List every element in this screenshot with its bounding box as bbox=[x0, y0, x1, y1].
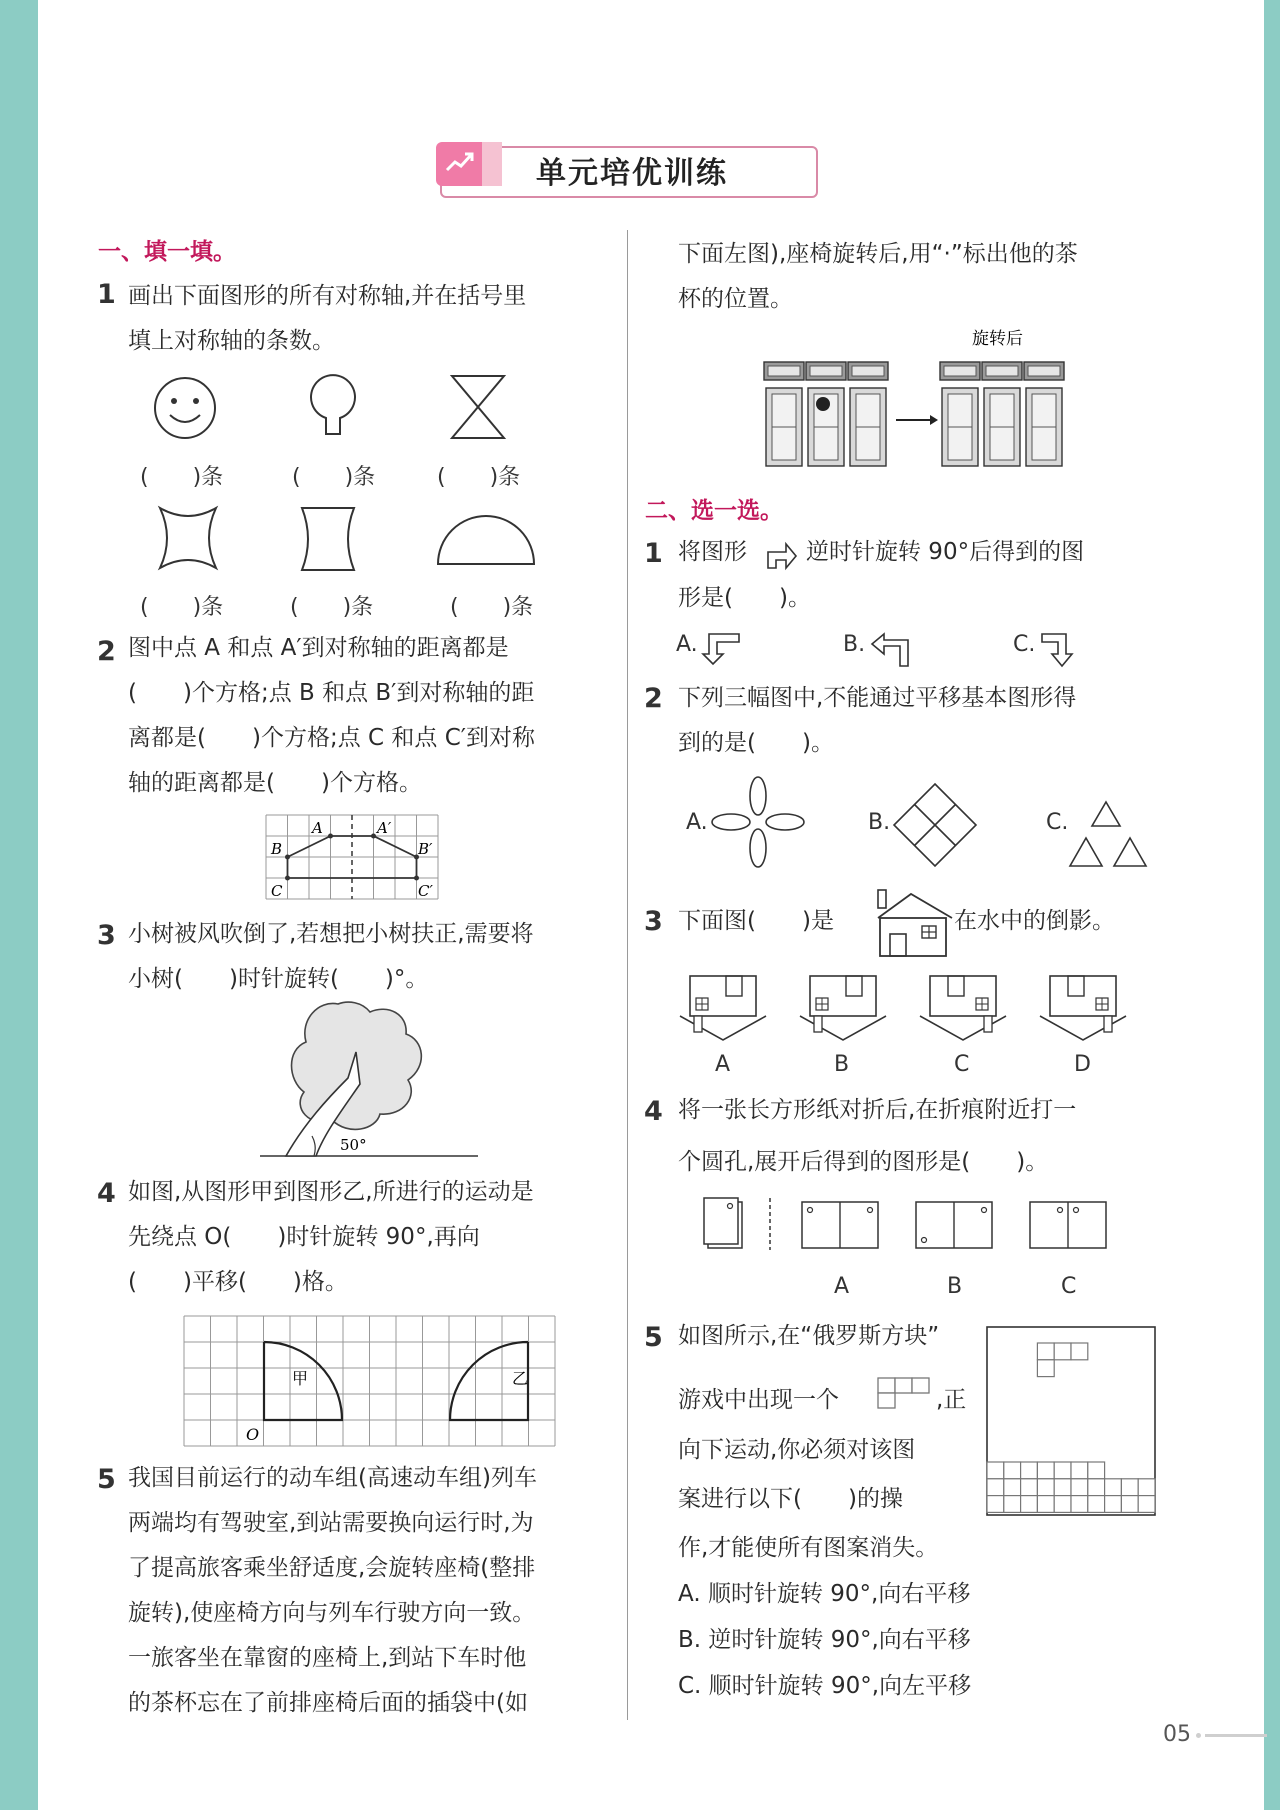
question-number: 3 bbox=[97, 920, 116, 951]
question-text: 作,才能使所有图案消失。 bbox=[678, 1535, 939, 1561]
point-label: C′ bbox=[418, 882, 433, 900]
question-text: 将一张长方形纸对折后,在折痕附近打一 bbox=[678, 1097, 1077, 1123]
question-text: 个圆孔,展开后得到的图形是( )。 bbox=[678, 1149, 1049, 1175]
question-text: 小树被风吹倒了,若想把小树扶正,需要将 bbox=[128, 921, 534, 947]
question-text: 下面左图),座椅旋转后,用“·”标出他的茶 bbox=[678, 241, 1078, 267]
l-tetromino-shape bbox=[876, 1376, 932, 1412]
question-number: 1 bbox=[97, 279, 116, 310]
question-text: ( )个方格;点 B 和点 B′到对称轴的距 bbox=[128, 680, 535, 706]
question-text: ( )平移( )格。 bbox=[128, 1269, 348, 1295]
lollipop-figure bbox=[308, 372, 358, 442]
right-border bbox=[1264, 0, 1280, 1810]
question-text: 如图所示,在“俄罗斯方块” bbox=[678, 1323, 940, 1349]
option-text[interactable]: A. 顺时针旋转 90°,向右平移 bbox=[678, 1581, 971, 1607]
four-leaf-figure bbox=[150, 500, 226, 576]
question-number: 4 bbox=[97, 1178, 116, 1209]
option-label[interactable]: A. bbox=[676, 632, 698, 657]
question-text: 如图,从图形甲到图形乙,所进行的运动是 bbox=[128, 1179, 534, 1205]
left-border bbox=[0, 0, 38, 1810]
question-text: 将图形 bbox=[678, 539, 747, 565]
train-seats-figure bbox=[764, 330, 1068, 470]
house-reflections-figure bbox=[676, 970, 1128, 1062]
question-text: ,正 bbox=[936, 1387, 967, 1413]
question-text: 先绕点 O( )时针旋转 90°,再向 bbox=[128, 1224, 480, 1250]
page-number-rule bbox=[1205, 1734, 1267, 1737]
question-number: 2 bbox=[644, 683, 663, 714]
angle-label: 50° bbox=[340, 1136, 367, 1154]
point-o-label: O bbox=[246, 1425, 260, 1444]
question-text: 下列三幅图中,不能通过平移基本图形得 bbox=[678, 685, 1077, 711]
point-label: B bbox=[271, 840, 283, 858]
section2-heading: 二、选一选。 bbox=[645, 498, 783, 524]
spool-figure bbox=[300, 506, 356, 572]
question-text: 画出下面图形的所有对称轴,并在括号里 bbox=[128, 283, 527, 309]
page-number: 05 bbox=[1163, 1722, 1191, 1747]
question-text: 了提高旅客乘坐舒适度,会旋转座椅(整排 bbox=[128, 1555, 536, 1581]
point-label: C bbox=[271, 882, 283, 900]
option-label[interactable]: D bbox=[1074, 1052, 1091, 1077]
title-tab-light bbox=[482, 142, 502, 186]
option-text[interactable]: B. 逆时针旋转 90°,向右平移 bbox=[678, 1627, 971, 1653]
option-b-shape bbox=[870, 632, 910, 668]
answer-blank[interactable]: ( )条 bbox=[290, 595, 374, 620]
question-text: 填上对称轴的条数。 bbox=[128, 328, 335, 354]
option-label[interactable]: C. bbox=[1013, 632, 1036, 657]
question-text: 游戏中出现一个 bbox=[678, 1387, 839, 1413]
semicircle-figure bbox=[436, 512, 536, 568]
answer-blank[interactable]: ( )条 bbox=[140, 595, 224, 620]
question-text: 形是( )。 bbox=[678, 585, 811, 611]
option-label[interactable]: C. bbox=[1046, 810, 1069, 835]
question-number: 2 bbox=[97, 636, 116, 667]
page-number-dot bbox=[1196, 1733, 1201, 1738]
question-text: 逆时针旋转 90°后得到的图 bbox=[806, 539, 1085, 565]
diamond-grid-shape bbox=[892, 782, 978, 868]
question-text: 两端均有驾驶室,到站需要换向运行时,为 bbox=[128, 1510, 534, 1536]
option-text[interactable]: C. 顺时针旋转 90°,向左平移 bbox=[678, 1673, 972, 1699]
option-label[interactable]: B bbox=[947, 1274, 963, 1299]
section1-heading: 一、填一填。 bbox=[98, 239, 236, 265]
figure-jia-label: 甲 bbox=[292, 1369, 309, 1388]
answer-blank[interactable]: ( )条 bbox=[292, 465, 376, 490]
house-shape bbox=[866, 888, 956, 958]
answer-blank[interactable]: ( )条 bbox=[140, 465, 224, 490]
question-number: 1 bbox=[644, 538, 663, 569]
question-number: 5 bbox=[97, 1464, 116, 1495]
option-label[interactable]: A bbox=[834, 1274, 850, 1299]
option-a-shape bbox=[703, 632, 743, 666]
question-number: 4 bbox=[644, 1096, 663, 1127]
question-text: 我国目前运行的动车组(高速动车组)列车 bbox=[128, 1465, 537, 1491]
question-text: 离都是( )个方格;点 C 和点 C′到对称 bbox=[128, 725, 535, 751]
option-label[interactable]: B bbox=[834, 1052, 850, 1077]
question-number: 3 bbox=[644, 906, 663, 937]
question-text: 小树( )时针旋转( )°。 bbox=[128, 966, 429, 992]
option-label[interactable]: B. bbox=[843, 632, 866, 657]
title-banner bbox=[436, 140, 818, 200]
question-text: 杯的位置。 bbox=[678, 286, 793, 312]
column-divider bbox=[627, 230, 628, 1720]
question-text: 图中点 A 和点 A′到对称轴的距离都是 bbox=[128, 635, 509, 661]
rotation-grid-figure bbox=[184, 1316, 556, 1444]
question-text: 旋转),使座椅方向与列车行驶方向一致。 bbox=[128, 1600, 536, 1626]
page-title: 单元培优训练 bbox=[536, 156, 728, 191]
question-text: 下面图( )是 bbox=[678, 908, 834, 934]
trend-up-icon bbox=[444, 148, 476, 176]
fallen-tree-figure bbox=[258, 1000, 480, 1165]
rotated-label: 旋转后 bbox=[972, 329, 1023, 349]
point-label: B′ bbox=[418, 840, 433, 858]
answer-blank[interactable]: ( )条 bbox=[437, 465, 521, 490]
question-text: 在水中的倒影。 bbox=[954, 908, 1115, 934]
folded-paper-figure bbox=[700, 1196, 1120, 1256]
question-text: 案进行以下( )的操 bbox=[678, 1486, 903, 1512]
option-label[interactable]: A bbox=[715, 1052, 731, 1077]
hourglass-figure bbox=[448, 372, 508, 442]
option-label[interactable]: A. bbox=[686, 810, 708, 835]
question-text: 一旅客坐在靠窗的座椅上,到站下车时他 bbox=[128, 1645, 527, 1671]
option-label[interactable]: C bbox=[1061, 1274, 1077, 1299]
symmetry-grid-figure bbox=[266, 815, 442, 903]
point-label: A bbox=[312, 819, 323, 837]
question-text: 轴的距离都是( )个方格。 bbox=[128, 770, 422, 796]
triangles-shape bbox=[1066, 798, 1150, 870]
smiley-face-figure bbox=[150, 377, 220, 441]
question-text: 到的是( )。 bbox=[678, 730, 834, 756]
point-label: A′ bbox=[377, 819, 392, 837]
question-text: 向下运动,你必须对该图 bbox=[678, 1437, 916, 1463]
question-text: 的茶杯忘在了前排座椅后面的插袋中(如 bbox=[128, 1690, 528, 1716]
option-label[interactable]: B. bbox=[868, 810, 891, 835]
ellipse-flower-shape bbox=[712, 776, 804, 868]
answer-blank[interactable]: ( )条 bbox=[450, 595, 534, 620]
l-arrow-shape bbox=[766, 538, 800, 572]
option-c-shape bbox=[1040, 632, 1080, 668]
question-number: 5 bbox=[644, 1322, 663, 1353]
option-label[interactable]: C bbox=[954, 1052, 970, 1077]
tetris-board-figure bbox=[986, 1326, 1158, 1518]
figure-yi-label: 乙 bbox=[512, 1369, 529, 1388]
